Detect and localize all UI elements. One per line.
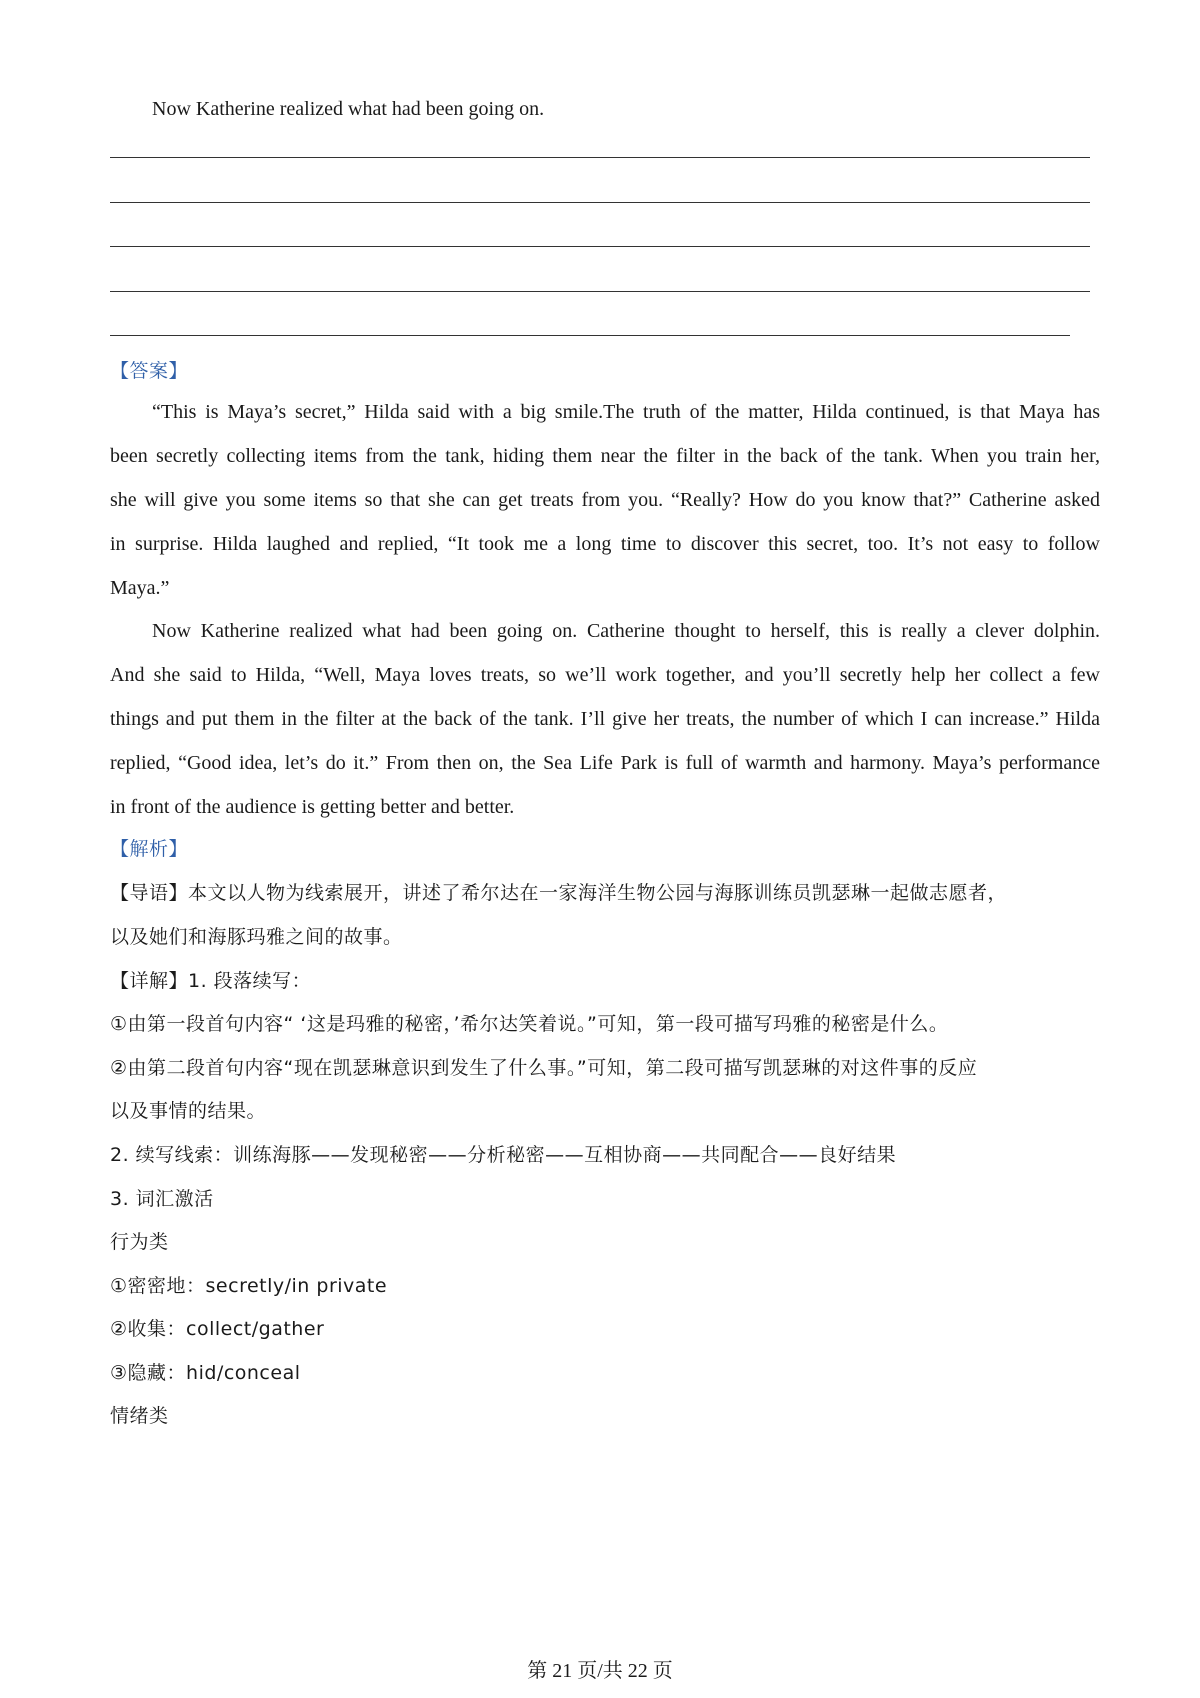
analysis-line: ①由第一段首句内容“ ‘这是玛雅的秘密，’希尔达笑着说。”可知，第一段可描写玛雅的秘密是什么。 (110, 1013, 949, 1035)
answer-text-line: things and put them in the filter at the back of the tank. I’ll give her treats, the number of which I can increase.” Hilda (110, 708, 1100, 730)
analysis-line: 以及她们和海豚玛雅之间的故事。 (110, 926, 403, 948)
analysis-line: 以及事情的结果。 (110, 1100, 267, 1122)
prompt-line: Now Katherine realized what had been going on. (152, 98, 545, 120)
answer-text-line: And she said to Hilda, “Well, Maya loves treats, so we’ll work together, and you’ll secretly help her collect a few (110, 664, 1100, 686)
answer-text-line: in surprise. Hilda laughed and replied, “It took me a long time to discover this secret, too. It’s not easy to follow (110, 533, 1100, 555)
analysis-line: 3. 词汇激活 (110, 1188, 214, 1210)
analysis-line: ②收集：collect/gather (110, 1318, 325, 1340)
writing-line (110, 246, 1090, 247)
page-number-footer: 第 21 页/共 22 页 (527, 1660, 673, 1682)
analysis-line: 行为类 (110, 1231, 169, 1253)
answer-text-line: she will give you some items so that she can get treats from you. “Really? How do you know that?” Catherine asked (110, 489, 1100, 511)
analysis-line: ③隐藏：hid/conceal (110, 1362, 301, 1384)
writing-line (110, 157, 1090, 158)
answer-text-line: in front of the audience is getting better and better. (110, 796, 515, 818)
writing-line (110, 291, 1090, 292)
answer-text-line: Now Katherine realized what had been going on. Catherine thought to herself, this is really a clever dolphin. (152, 620, 1100, 642)
analysis-line: 【导语】本文以人物为线索展开，讲述了希尔达在一家海洋生物公园与海豚训练员凯瑟琳一起做志愿者， (110, 882, 1008, 904)
answer-text-line: Maya.” (110, 577, 170, 599)
answer-text-line: “This is Maya’s secret,” Hilda said with a big smile.The truth of the matter, Hilda continued, is that Maya has (152, 401, 1100, 423)
analysis-line: 情绪类 (110, 1405, 169, 1427)
analysis-line: 【详解】1. 段落续写： (110, 970, 312, 992)
answer-text-line: been secretly collecting items from the tank, hiding them near the filter in the back of the tank. When you train her, (110, 445, 1100, 467)
writing-line (110, 335, 1070, 336)
analysis-line: ①密密地：secretly/in private (110, 1275, 388, 1297)
analysis-line: 2. 续写线索：训练海豚——发现秘密——分析秘密——互相协商——共同配合——良好结果 (110, 1144, 897, 1166)
answer-text-line: replied, “Good idea, let’s do it.” From then on, the Sea Life Park is full of warmth and harmony. Maya’s performance (110, 752, 1100, 774)
analysis-line: ②由第二段首句内容“现在凯瑟琳意识到发生了什么事。”可知，第二段可描写凯瑟琳的对这件事的反应 (110, 1057, 978, 1079)
analysis-label: 【解析】 (110, 838, 189, 860)
answer-label: 【答案】 (110, 360, 189, 382)
writing-line (110, 202, 1090, 203)
